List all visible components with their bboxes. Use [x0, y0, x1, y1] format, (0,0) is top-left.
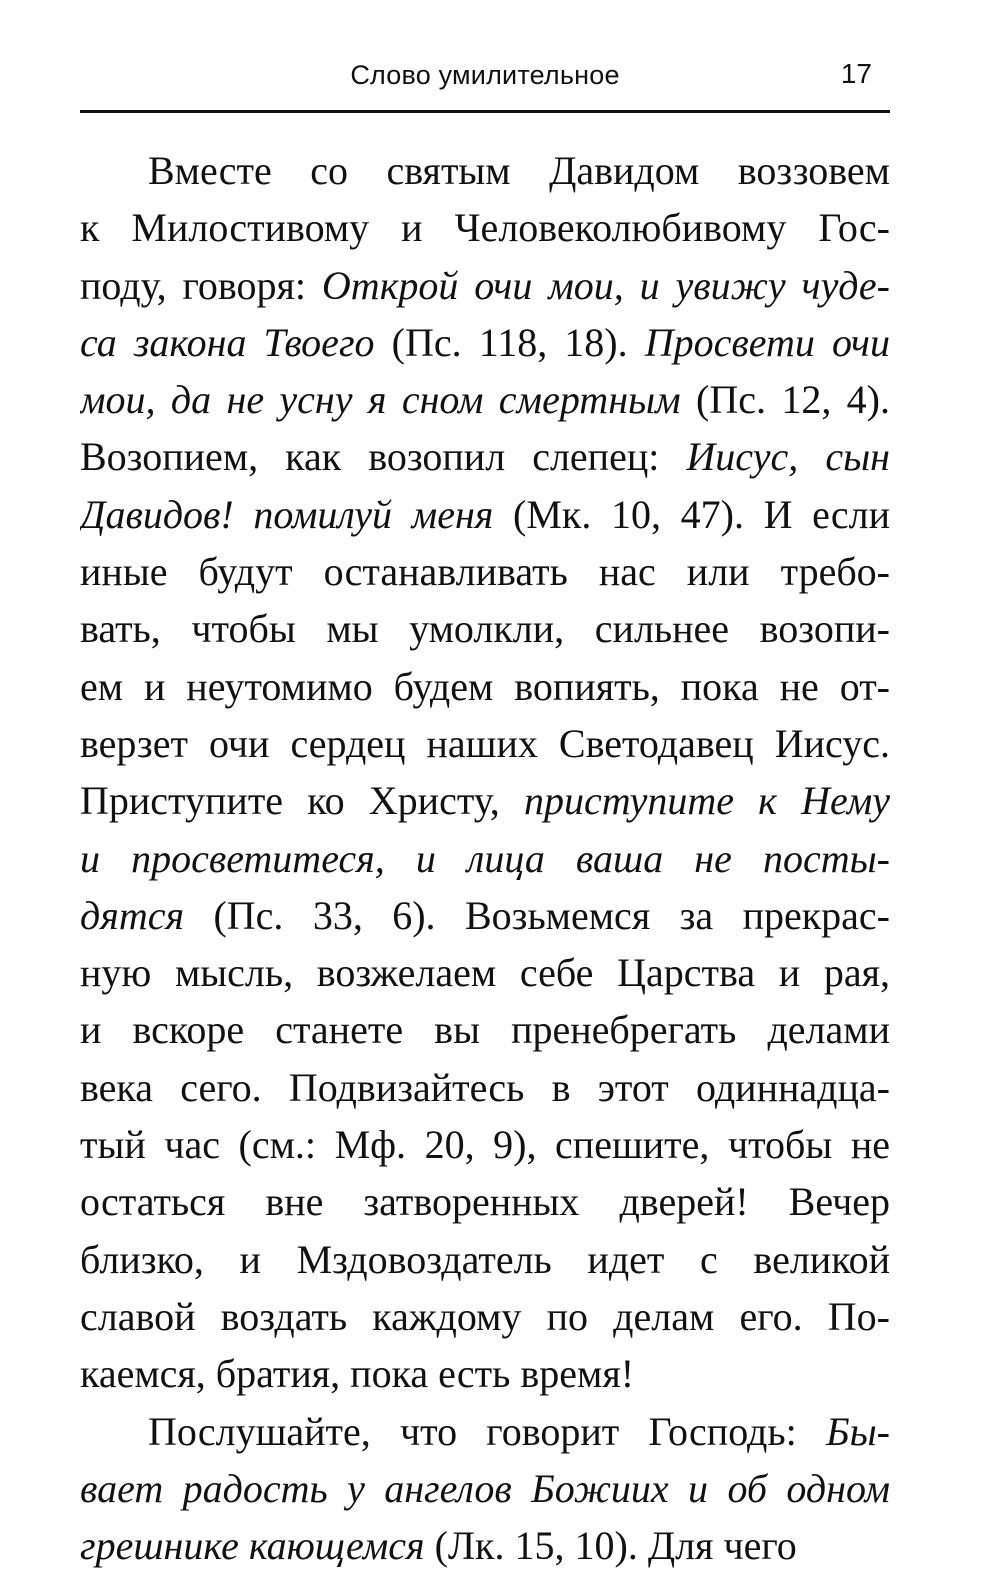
- text-run: близко, и Мздовоздатель идет с великой: [80, 1236, 890, 1282]
- text-run: (Пс. 33, 6). Возьмемся за прекрас-: [184, 892, 890, 938]
- italic-quote: Иисус, сын: [686, 434, 890, 480]
- text-line: [80, 1288, 890, 1345]
- text-run: вать, чтобы мы умолкли, сильнее возопи-: [80, 606, 890, 652]
- text-run: ную мысль, возжелаем себе Царства и рая,: [80, 950, 890, 996]
- text-run: поду, говоря:: [80, 262, 322, 308]
- italic-quote: са закона Твоего: [80, 319, 375, 365]
- text-line: [80, 887, 890, 944]
- running-head: [80, 52, 890, 102]
- book-page: [80, 0, 890, 1569]
- paragraph: [80, 1403, 890, 1574]
- text-line: [80, 1231, 890, 1288]
- text-line: [80, 1403, 890, 1460]
- text-line: [80, 600, 890, 657]
- italic-quote: и просветитеся, и лица ваша не посты-: [80, 835, 890, 881]
- text-line: [80, 199, 890, 256]
- text-line: [80, 371, 890, 428]
- text-run: и вскоре станете вы пренебрегать делами: [80, 1007, 890, 1053]
- body-text: [80, 142, 890, 1574]
- text-run: Вместе со святым Давидом воззовем: [148, 148, 890, 193]
- paragraph: [80, 142, 890, 1403]
- italic-quote: Открой очи мои, и увижу чуде-: [321, 262, 890, 308]
- text-line: [80, 314, 890, 371]
- text-run: Возопием, как возопил слепец:: [80, 434, 687, 480]
- text-line: [80, 1001, 890, 1058]
- text-run: верзет очи сердец наших Светодавец Иисус.: [80, 720, 890, 766]
- italic-quote: грешнике кающемся: [80, 1523, 425, 1569]
- text-run: Приступите ко Христу,: [80, 778, 524, 824]
- italic-quote: Бы-: [825, 1408, 890, 1454]
- text-line: [80, 1345, 890, 1402]
- text-line: [80, 830, 890, 887]
- text-run: каемся, братия, пока есть время!: [80, 1351, 635, 1397]
- text-run: ем и неутомимо будем вопиять, пока не от-: [80, 663, 890, 709]
- text-run: иные будут останавливать нас или требо-: [80, 549, 890, 595]
- text-line: [80, 715, 890, 772]
- text-line: [80, 1116, 890, 1173]
- text-run: (Мк. 10, 47). И если: [493, 491, 890, 537]
- text-line: [80, 142, 890, 199]
- text-line: [80, 428, 890, 485]
- running-title: Слово умилительное: [350, 60, 620, 90]
- italic-quote: Давидов! помилуй меня: [80, 491, 494, 537]
- text-run: к Милостивому и Человеколюбивому Гос-: [80, 205, 890, 251]
- text-run: (Пс. 118, 18).: [374, 319, 645, 365]
- text-run: Послушайте, что говорит Господь:: [148, 1408, 826, 1454]
- text-line: [80, 1173, 890, 1230]
- text-run: (Пс. 12, 4).: [680, 377, 890, 423]
- italic-quote: приступите к Нему: [523, 778, 890, 824]
- text-run: остаться вне затворенных дверей! Вечер: [80, 1179, 890, 1225]
- italic-quote: мои, да не усну я сном смертным: [80, 377, 681, 423]
- text-run: славой воздать каждому по делам его. По-: [80, 1293, 890, 1339]
- italic-quote: вает радость у ангелов Божиих и об одном: [80, 1465, 890, 1511]
- page-number: 17: [840, 58, 872, 89]
- text-line: [80, 1059, 890, 1116]
- header-rule: [80, 110, 890, 113]
- text-line: [80, 486, 890, 543]
- text-run: века сего. Подвизайтесь в этот одиннадца-: [80, 1064, 890, 1110]
- text-line: [80, 1517, 890, 1574]
- text-run: тый час (см.: Мф. 20, 9), спешите, чтобы не: [80, 1122, 890, 1168]
- text-line: [80, 257, 890, 314]
- text-line: [80, 658, 890, 715]
- text-line: [80, 944, 890, 1001]
- text-line: [80, 772, 890, 829]
- text-run: (Лк. 15, 10). Для чего: [424, 1523, 797, 1569]
- text-line: [80, 543, 890, 600]
- italic-quote: дятся: [80, 892, 185, 938]
- italic-quote: Просвети очи: [644, 319, 890, 365]
- text-line: [80, 1460, 890, 1517]
